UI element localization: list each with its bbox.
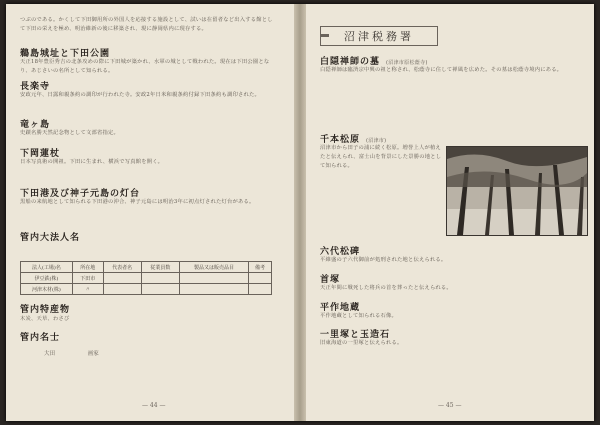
person-name: 大田 — [44, 351, 56, 357]
table-header: 法人(工場)名 — [21, 262, 73, 273]
section-title: 白隠禅師の墓 — [320, 57, 381, 67]
table-cell — [180, 284, 249, 295]
table-cell: 下田市 — [72, 273, 103, 284]
section-heading: 下田港及び神子元島の灯台 — [20, 189, 141, 199]
table-header: 所在地 — [72, 262, 103, 273]
table-header-row — [21, 262, 272, 273]
pine-grove-photo — [446, 146, 588, 236]
table-header: 備考 — [248, 262, 271, 273]
section-location: (沼津市) — [366, 138, 387, 144]
table-cell: 伊豆鉄(株) — [21, 273, 73, 284]
section-body: 日本写真術の開祖。下田に生まれ、横浜で写真館を開く。 — [20, 159, 164, 165]
section-body: 白隠禅師は臨済宗中興の祖と称され、松蔭寺に住して禅風を広めた。その墓は松蔭寺境内にある。 — [320, 67, 563, 73]
section-heading: 管内名士 — [20, 333, 61, 343]
office-banner: 沼津税務署 — [320, 26, 438, 46]
section-body: 平維盛の子六代御前が処刑された地と伝えられる。 — [320, 257, 447, 263]
notable-people-list — [44, 349, 130, 360]
table-row — [21, 273, 272, 284]
section-heading: 管内特産物 — [20, 305, 71, 315]
section-body: 黒船の来航地として知られる下田港の沖合、神子元島には明治3年に初点灯された灯台がある。 — [20, 199, 255, 205]
section-heading: 鵜島城址と下田公園 — [20, 49, 111, 59]
book-spread — [6, 4, 594, 421]
table-row — [21, 284, 272, 295]
table-header: 代表者名 — [103, 262, 141, 273]
section-heading: 一里塚と玉造石 — [320, 330, 391, 340]
table-cell: 河津木材(株) — [21, 284, 73, 295]
table-cell: 〃 — [72, 284, 103, 295]
section-location: (沼津市原松蔭寺) — [386, 60, 428, 66]
table-cell — [141, 273, 179, 284]
table-cell — [180, 273, 249, 284]
section-body: 沼津市から田子の浦に続く松原。増誉上人が植えたと伝えられ、富士山を背景にした景勝の地として知られる。 — [320, 145, 442, 169]
table-cell — [248, 284, 271, 295]
section-body: 史蹟名勝天然記念物として文部省指定。 — [20, 130, 119, 136]
section-heading: 管内大法人名 — [20, 233, 81, 243]
list-item — [44, 349, 130, 360]
table-header: 従業員数 — [141, 262, 179, 273]
section-heading: 竜ヶ島 — [20, 120, 51, 130]
corporation-table — [20, 261, 272, 295]
section-heading: 長楽寺 — [20, 82, 51, 92]
table-cell — [103, 284, 141, 295]
section-body: 天正年間に戦死した将兵の首を葬ったと伝えられる。 — [320, 285, 452, 291]
section-body: 天正18年豊臣秀吉の北条攻めの際に下田城が築かれ、水軍の城として戦われた。現在は下田公園となり、あじさいの名所として知られる。 — [20, 59, 270, 74]
page-number: — 44 — — [142, 402, 166, 409]
section-heading: 平作地蔵 — [320, 303, 361, 313]
section-body: 安政元年、日露和親条約の調印が行われた寺。安政2年日米和親条約付録下田条約も調印された。 — [20, 92, 260, 98]
photo-graphic — [447, 147, 587, 235]
table-cell — [248, 273, 271, 284]
section-body: 木炭、天草、わさび — [20, 316, 70, 322]
table-cell — [141, 284, 179, 295]
left-page — [6, 4, 294, 421]
table-header: 製品又は販売品目 — [180, 262, 249, 273]
book-gutter — [294, 4, 306, 421]
table-cell — [103, 273, 141, 284]
section-heading: 下岡蓮杖 — [20, 149, 61, 159]
right-page — [306, 4, 594, 421]
section-heading: 六代松碑 — [320, 247, 361, 257]
person-role: 画家 — [87, 351, 99, 357]
section-body: 旧東海道の一里塚と伝えられる。 — [320, 340, 403, 346]
intro-paragraph: つぶのである。かくして下田御用所の外国人を応接する施設として、試いは在留者など出入する館として下田の栄えを極め、明治維新の後に移築され、現に静岡県内に現存する。 — [20, 17, 273, 32]
section-title: 千本松原 — [320, 135, 361, 145]
section-body: 平作地蔵として知られる石像。 — [320, 313, 397, 319]
section-heading: 首塚 — [320, 275, 341, 285]
page-number: — 45 — — [438, 402, 462, 409]
